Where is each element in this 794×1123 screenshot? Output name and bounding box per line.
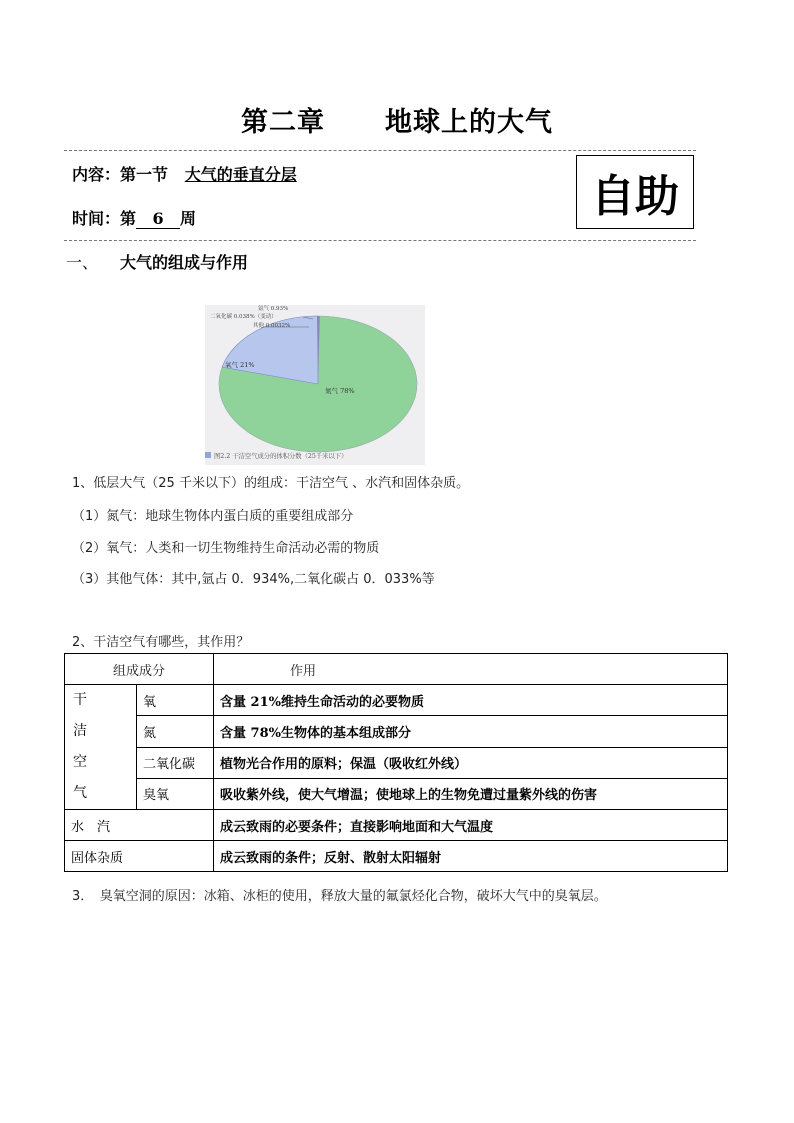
component-cell: 氮 [137, 716, 214, 747]
effect-cell: 吸收紫外线，使大气增温；使地球上的生物免遭过量紫外线的伤害 [214, 778, 728, 809]
effect-cell: 含量 78%生物体的基本组成部分 [214, 716, 728, 747]
table-row [65, 685, 728, 716]
composition-table [64, 653, 728, 872]
time-suffix: 周 [180, 209, 197, 228]
section-heading [66, 250, 248, 273]
component-cell: 臭氧 [137, 778, 214, 809]
component-cell: 二氧化碳 [137, 747, 214, 778]
effect-cell: 含量 21%维持生命活动的必要物质 [214, 685, 728, 716]
label-oxygen: 氧气 21% [225, 361, 255, 369]
self-study-stamp: 自助 [576, 155, 694, 229]
table-row [65, 810, 728, 841]
table-row [65, 778, 728, 809]
content-label: 内容：第一节 [72, 165, 169, 184]
table-row [65, 747, 728, 778]
label-argon: 氩气 0.93% [258, 306, 289, 312]
group-label-dry-air: 干 洁 空 气 [65, 685, 137, 810]
paragraph-1: 1、低层大气（25 千米以下）的组成：干洁空气 、水汽和固体杂质。 [72, 476, 470, 491]
table-row [65, 841, 728, 872]
paragraph-1-2: （2）氧气：人类和一切生物维持生命活动必需的物质 [72, 541, 380, 556]
paragraph-3: 3． 臭氧空洞的原因：冰箱、冰柜的使用，释放大量的氟氯烃化合物，破坏大气中的臭氧层。 [72, 889, 607, 904]
section-number: 一、 [66, 253, 99, 272]
time-label: 时间：第 [72, 209, 137, 228]
paragraph-1-1: （1）氮气：地球生物体内蛋白质的重要组成部分 [72, 509, 354, 524]
pie-chart [205, 305, 425, 465]
header-component: 组成成分 [65, 654, 214, 685]
pie-caption: 图2.2 干洁空气成分的体积分数（25千米以下） [214, 453, 348, 460]
week-number: 6 [136, 210, 180, 229]
content-line [72, 162, 297, 185]
component-cell: 氧 [137, 685, 214, 716]
table-header-row [65, 654, 728, 685]
chapter-name: 地球上的大气 [385, 107, 553, 138]
paragraph-1-3: （3）其他气体：其中,氩占 0．934%,二氧化碳占 0．033%等 [72, 572, 435, 587]
section-title: 大气的组成与作用 [120, 253, 249, 272]
effect-cell: 成云致雨的条件；反射、散射太阳辐射 [214, 841, 728, 872]
content-value: 大气的垂直分层 [184, 165, 297, 184]
time-line [72, 206, 196, 229]
component-cell: 水 汽 [65, 810, 214, 841]
label-other: 其他 0.0032% [253, 323, 291, 329]
header-effect: 作用 [214, 654, 728, 685]
label-nitrogen: 氮气 78% [325, 387, 355, 395]
effect-cell: 成云致雨的必要条件；直接影响地面和大气温度 [214, 810, 728, 841]
chapter-number: 第二章 [241, 107, 325, 138]
pie-chart-photo [205, 305, 425, 465]
divider-bottom [64, 240, 696, 241]
caption-marker [205, 452, 211, 458]
effect-cell: 植物光合作用的原料；保温（吸收红外线） [214, 747, 728, 778]
divider-top [64, 150, 696, 151]
table-row [65, 716, 728, 747]
component-cell: 固体杂质 [65, 841, 214, 872]
label-co2: 二氧化碳 0.038%（变动） [210, 314, 277, 320]
chapter-title [0, 100, 794, 139]
paragraph-2: 2、干洁空气有哪些，其作用？ [72, 635, 250, 650]
